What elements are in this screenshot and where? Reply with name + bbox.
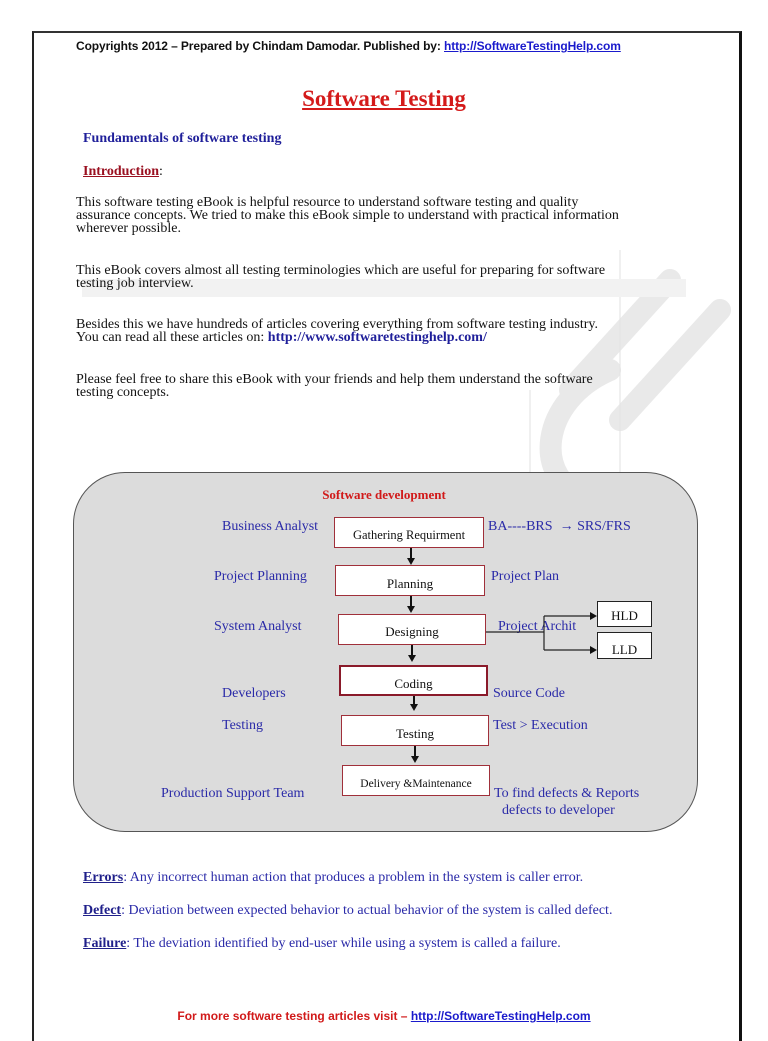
box-designing: Designing xyxy=(338,614,486,645)
footer-text: For more software testing articles visit – xyxy=(177,1009,411,1023)
output-target: SRS/FRS xyxy=(577,519,631,534)
paragraph-4 xyxy=(76,373,716,399)
paragraph-2 xyxy=(76,264,716,290)
down-arrow-icon xyxy=(410,704,418,711)
box-planning: Planning xyxy=(335,565,485,596)
footer-note xyxy=(0,1009,768,1023)
role-developers: Developers xyxy=(222,686,286,701)
role-production-support-team: Production Support Team xyxy=(161,786,305,801)
paragraph-line: testing job interview. xyxy=(76,276,194,291)
role-business-analyst: Business Analyst xyxy=(222,519,319,534)
paragraph-line: Besides this we have hundreds of articles covering everything from software testing industry. xyxy=(76,317,599,332)
output-project-archit: Project Archit xyxy=(498,619,577,634)
role-system-analyst: System Analyst xyxy=(214,619,302,634)
box-testing: Testing xyxy=(341,715,489,746)
definition-defect xyxy=(83,903,612,919)
diagram-title: Software development xyxy=(322,487,446,502)
paragraph-line: This eBook covers almost all testing terminologies which are useful for preparing for software xyxy=(76,263,606,278)
output-test-execution: Test > Execution xyxy=(493,718,588,733)
box-coding: Coding xyxy=(339,665,488,696)
term-defect: Defect xyxy=(83,903,122,918)
output-find-defects-line2: defects to developer xyxy=(502,803,615,818)
paragraph-line xyxy=(76,331,716,344)
down-arrow-icon xyxy=(411,756,419,763)
copyright-header xyxy=(76,39,621,53)
paragraph-3 xyxy=(76,318,716,344)
term-errors: Errors xyxy=(83,870,124,885)
introduction-heading xyxy=(83,164,163,180)
paragraph-1 xyxy=(76,196,716,235)
paragraph-line: testing concepts. xyxy=(76,385,170,400)
box-hld: HLD xyxy=(597,601,652,627)
paragraph-line: This software testing eBook is helpful resource to understand software testing and quality xyxy=(76,195,579,210)
role-project-planning: Project Planning xyxy=(214,569,307,584)
output-text: BA----BRS xyxy=(488,519,553,534)
output-ba-brs xyxy=(488,519,631,535)
down-arrow-icon xyxy=(408,655,416,662)
box-delivery-maintenance: Delivery &Maintenance xyxy=(342,765,490,796)
paragraph-line: Please feel free to share this eBook with your friends and help them understand the software xyxy=(76,372,593,387)
paragraph-text: You can read all these articles on: xyxy=(76,330,268,345)
page-title: Software Testing xyxy=(302,86,466,111)
box-gathering-requirement: Gathering Requirment xyxy=(334,517,484,548)
box-lld: LLD xyxy=(597,632,652,659)
down-arrow-icon xyxy=(407,558,415,565)
paragraph-line: assurance concepts. We tried to make this eBook simple to understand with practical information xyxy=(76,208,619,223)
paragraph-line: wherever possible. xyxy=(76,221,181,236)
down-arrow-icon xyxy=(407,606,415,613)
section-subtitle: Fundamentals of software testing xyxy=(83,131,282,146)
term-failure: Failure xyxy=(83,936,127,951)
introduction-label: Introduction xyxy=(83,164,159,179)
introduction-colon: : xyxy=(158,164,163,179)
footer-site-link[interactable]: http://SoftwareTestingHelp.com xyxy=(410,1009,591,1023)
output-source-code: Source Code xyxy=(493,686,565,701)
definition-errors xyxy=(83,870,583,886)
right-arrow-icon: → xyxy=(559,519,574,534)
role-testing: Testing xyxy=(222,718,264,733)
copyright-text: Copyrights 2012 – Prepared by Chindam Damodar. Published by: xyxy=(76,39,444,53)
branch-connector xyxy=(486,605,601,660)
output-project-plan: Project Plan xyxy=(491,569,560,584)
definition-failure xyxy=(83,936,561,952)
definition-text: : Any incorrect human action that produces a problem in the system is caller error. xyxy=(123,870,584,885)
articles-link[interactable]: http://www.softwaretestinghelp.com/ xyxy=(267,330,487,345)
header-site-link[interactable]: http://SoftwareTestingHelp.com xyxy=(444,39,621,53)
definition-text: : Deviation between expected behavior to actual behavior of the system is called defect. xyxy=(121,903,613,918)
output-find-defects-line1: To find defects & Reports xyxy=(494,786,640,801)
definition-text: : The deviation identified by end-user while using a system is called a failure. xyxy=(126,936,561,951)
